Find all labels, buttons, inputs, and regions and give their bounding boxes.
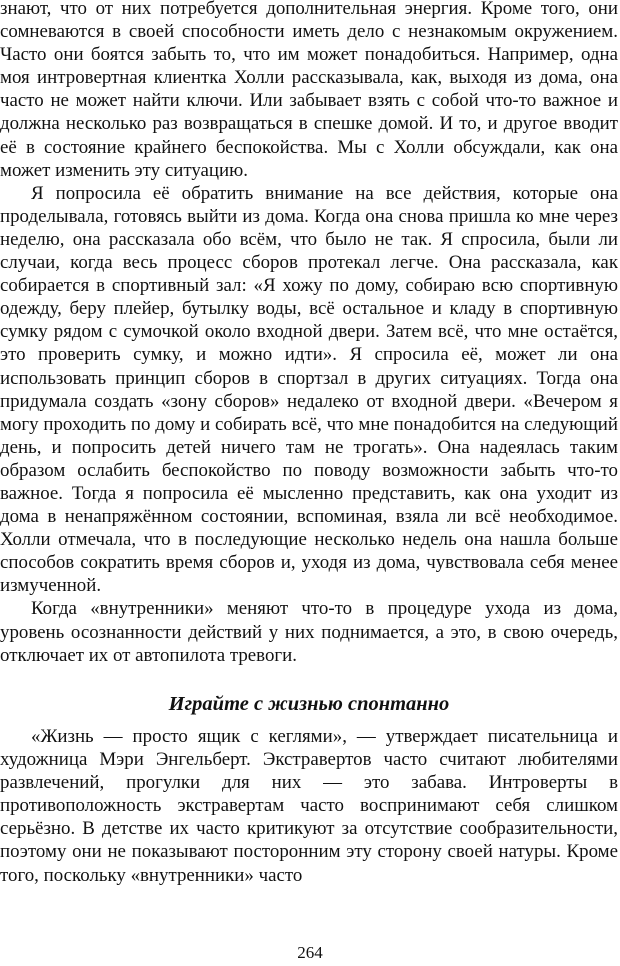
paragraph: Когда «внутренники» меняют что-то в процедуре ухода из дома, уровень осознанности действий у них поднимается, а это, в свою очередь, отключает их от автопилота тревоги. xyxy=(0,598,618,666)
page-number: 264 xyxy=(297,943,323,962)
paragraph: Я попросила её обратить внимание на все действия, которые она проделывала, готовясь выйти из дома. Когда она снова пришла ко мне через неделю, она рассказала обо всём, что было не так. Я спросила, были ли случаи, когда весь процесс сборов протекал легче. Она рассказала, как собирается в спортивный зал: «Я хожу по дому, собираю всю спортивную одежду, беру плейер, бутылку воды, всё остальное и кладу в спортивную сумку рядом с сумочкой около входной двери. Затем всё, что мне остаётся, это проверить сумку, и можно идти». Я спросила её, может ли она использовать принцип сборов в спортзал в других ситуациях. Тогда она придумала создать «зону сборов» недалеко от входной двери. «Вечером я могу проходить по дому и собирать всё, что мне понадобится на следующий день, и попросить детей ничего там не трогать». Она надеялась таким образом ослабить беспокойство по поводу возможности забыть что-то важное. Тогда я попросила её мысленно представить, как она уходит из дома в ненапряжённом состоянии, вспоминая, взяла ли всё необходимое. Холли отмечала, что в последующие несколько недель она нашла больше способов сократить время сборов и, уходя из дома, чувствовала себя менее измученной. xyxy=(0,182,618,597)
body-text-section-two xyxy=(0,725,618,887)
paragraph: знают, что от них потребуется дополнительная энергия. Кроме того, они сомневаются в своей способности иметь дело с незнакомым окружением. Часто они боятся забыть то, что им может понадобиться. Например, одна моя интровертная клиентка Холли рассказывала, как, выходя из дома, она часто не может найти ключи. Или забывает взять с собой что-то важное и должна несколько раз возвращаться в спешке домой. И то, и другое вводит её в состояние крайнего беспокойства. Мы с Холли обсуждали, как она может изменить эту ситуацию. xyxy=(0,0,618,181)
section-heading: Играйте с жизнью спонтанно xyxy=(168,693,450,715)
paragraph: «Жизнь — просто ящик с кеглями», — утверждает писательница и художница Мэри Энгельберт. Экстравертов часто считают любителями развлечений, прогулки для них — это забава. Интроверты в противоположность экстравертам часто воспринимают себя слишком серьёзно. В детстве их часто критикуют за отсутствие сообразительности, поэтому они не показывают посторонним эту сторону своей натуры. Кроме того, поскольку «внутренники» часто xyxy=(0,726,618,886)
